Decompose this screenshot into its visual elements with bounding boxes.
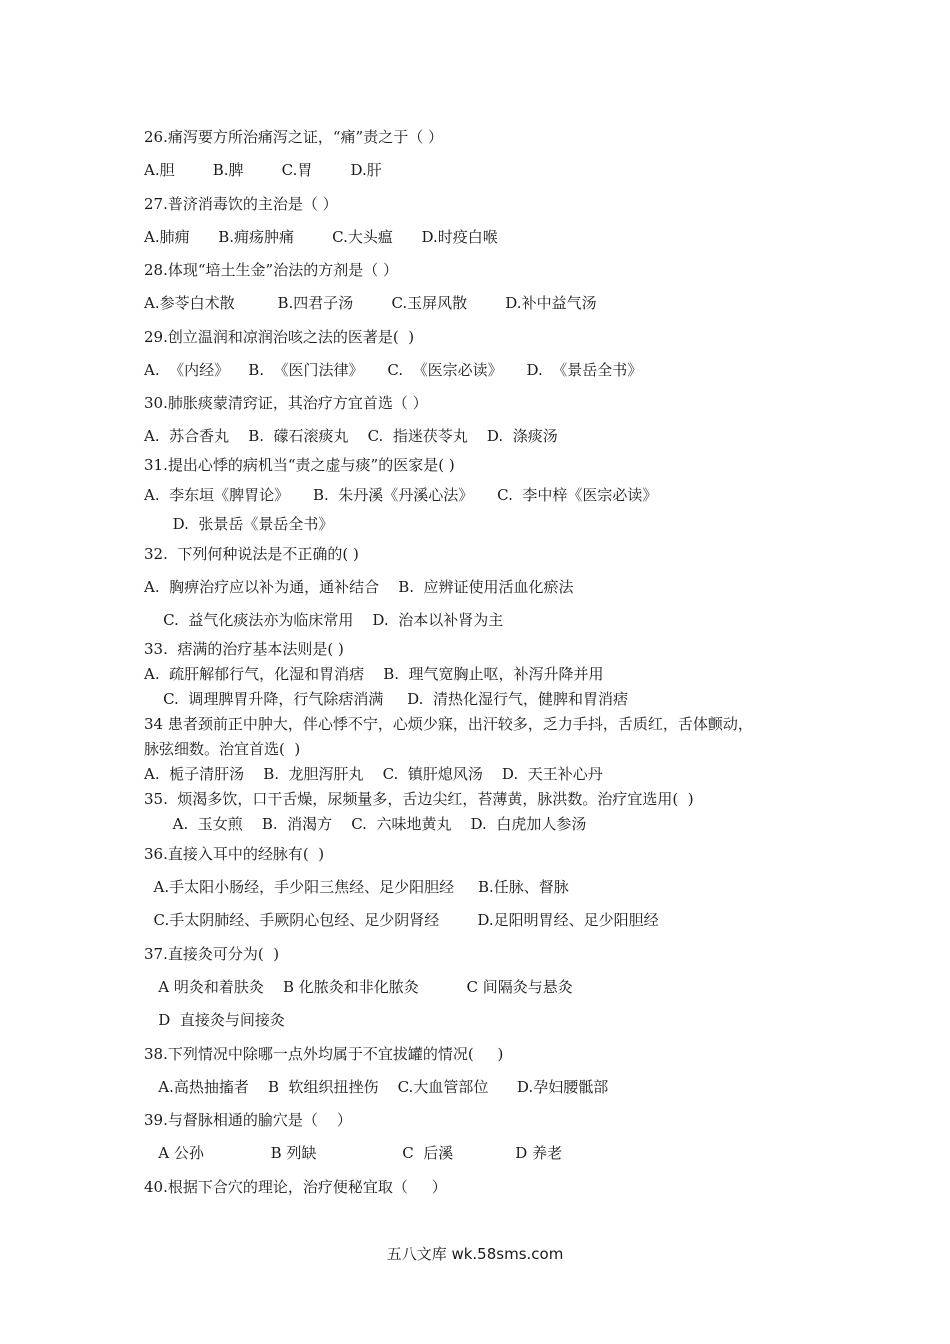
question-30: 30.肺胀痰蒙清窍证，其治疗方宜首选（ ） xyxy=(144,394,428,412)
question-29: 29.创立温润和凉润治咳之法的医著是( ) xyxy=(144,328,415,346)
options-36-line1: A.手太阳小肠经，手少阳三焦经、足少阳胆经 B.任脉、督脉 xyxy=(144,878,569,896)
options-29: A. 《内经》 B. 《医门法律》 C. 《医宗必读》 D. 《景岳全书》 xyxy=(144,361,643,379)
question-39: 39.与督脉相通的腧穴是（ ） xyxy=(144,1111,352,1129)
options-30: A. 苏合香丸 B. 礞石滚痰丸 C. 指迷茯苓丸 D. 涤痰汤 xyxy=(144,427,558,445)
options-32-line1: A. 胸痹治疗应以补为通，通补结合 B. 应辨证使用活血化瘀法 xyxy=(144,578,574,596)
options-33-line1: A. 疏肝解郁行气，化湿和胃消痞 B. 理气宽胸止呕，补泻升降并用 xyxy=(144,665,604,683)
options-31-line2: D. 张景岳《景岳全书》 xyxy=(144,515,334,533)
options-34: A. 栀子清肝汤 B. 龙胆泻肝丸 C. 镇肝熄风汤 D. 天王补心丹 xyxy=(144,765,603,783)
options-26: A.胆 B.脾 C.胃 D.肝 xyxy=(144,161,382,179)
options-35: A. 玉女煎 B. 消渴方 C. 六味地黄丸 D. 白虎加人参汤 xyxy=(144,815,587,833)
question-38: 38.下列情况中除哪一点外均属于不宜拔罐的情况( ) xyxy=(144,1045,504,1063)
question-26: 26.痛泻要方所治痛泻之证，“痛”责之于（ ） xyxy=(144,128,443,146)
question-33: 33. 痞满的治疗基本法则是( ) xyxy=(144,640,344,658)
options-39: A 公孙 B 列缺 C 后溪 D 养老 xyxy=(144,1144,563,1162)
options-37-line2: D 直接灸与间接灸 xyxy=(144,1011,285,1029)
options-33-line2: C. 调理脾胃升降，行气除痞消满 D. 清热化湿行气，健脾和胃消痞 xyxy=(144,690,628,708)
question-32: 32. 下列何种说法是不正确的( ) xyxy=(144,545,359,563)
question-40: 40.根据下合穴的理论，治疗便秘宜取（ ） xyxy=(144,1178,447,1196)
question-31: 31.提出心悸的病机当“责之虚与痰”的医家是( ) xyxy=(144,456,455,474)
options-31-line1: A. 李东垣《脾胃论》 B. 朱丹溪《丹溪心法》 C. 李中梓《医宗必读》 xyxy=(144,486,658,504)
options-36-line2: C.手太阴肺经、手厥阴心包经、足少阴肾经 D.足阳明胃经、足少阳胆经 xyxy=(144,911,659,929)
options-37-line1: A 明灸和着肤灸 B 化脓灸和非化脓灸 C 间隔灸与悬灸 xyxy=(144,978,573,996)
question-35: 35. 烦渴多饮，口干舌燥，尿频量多，舌边尖红，苔薄黄，脉洪数。治疗宜选用( ) xyxy=(144,790,694,808)
options-32-line2: C. 益气化痰法亦为临床常用 D. 治本以补肾为主 xyxy=(144,611,504,629)
question-34-line2: 脉弦细数。治宜首选( ) xyxy=(144,740,301,758)
options-38: A.高热抽搐者 B 软组织扭挫伤 C.大血管部位 D.孕妇腰骶部 xyxy=(144,1078,609,1096)
question-34-line1: 34 患者颈前正中肿大，伴心悸不宁，心烦少寐，出汗较多，乏力手抖，舌质红，舌体颤动， xyxy=(144,715,753,733)
page-footer-watermark: 五八文库 wk.58sms.com xyxy=(386,1245,564,1263)
question-27: 27.普济消毒饮的主治是（ ） xyxy=(144,195,338,213)
question-28: 28.体现“培土生金”治法的方剂是（ ） xyxy=(144,261,398,279)
options-27: A.肺痈 B.痈疡肿痛 C.大头瘟 D.时疫白喉 xyxy=(144,228,498,246)
question-36: 36.直接入耳中的经脉有( ) xyxy=(144,845,325,863)
question-37: 37.直接灸可分为( ) xyxy=(144,945,280,963)
options-28: A.参苓白术散 B.四君子汤 C.玉屏风散 D.补中益气汤 xyxy=(144,294,597,312)
